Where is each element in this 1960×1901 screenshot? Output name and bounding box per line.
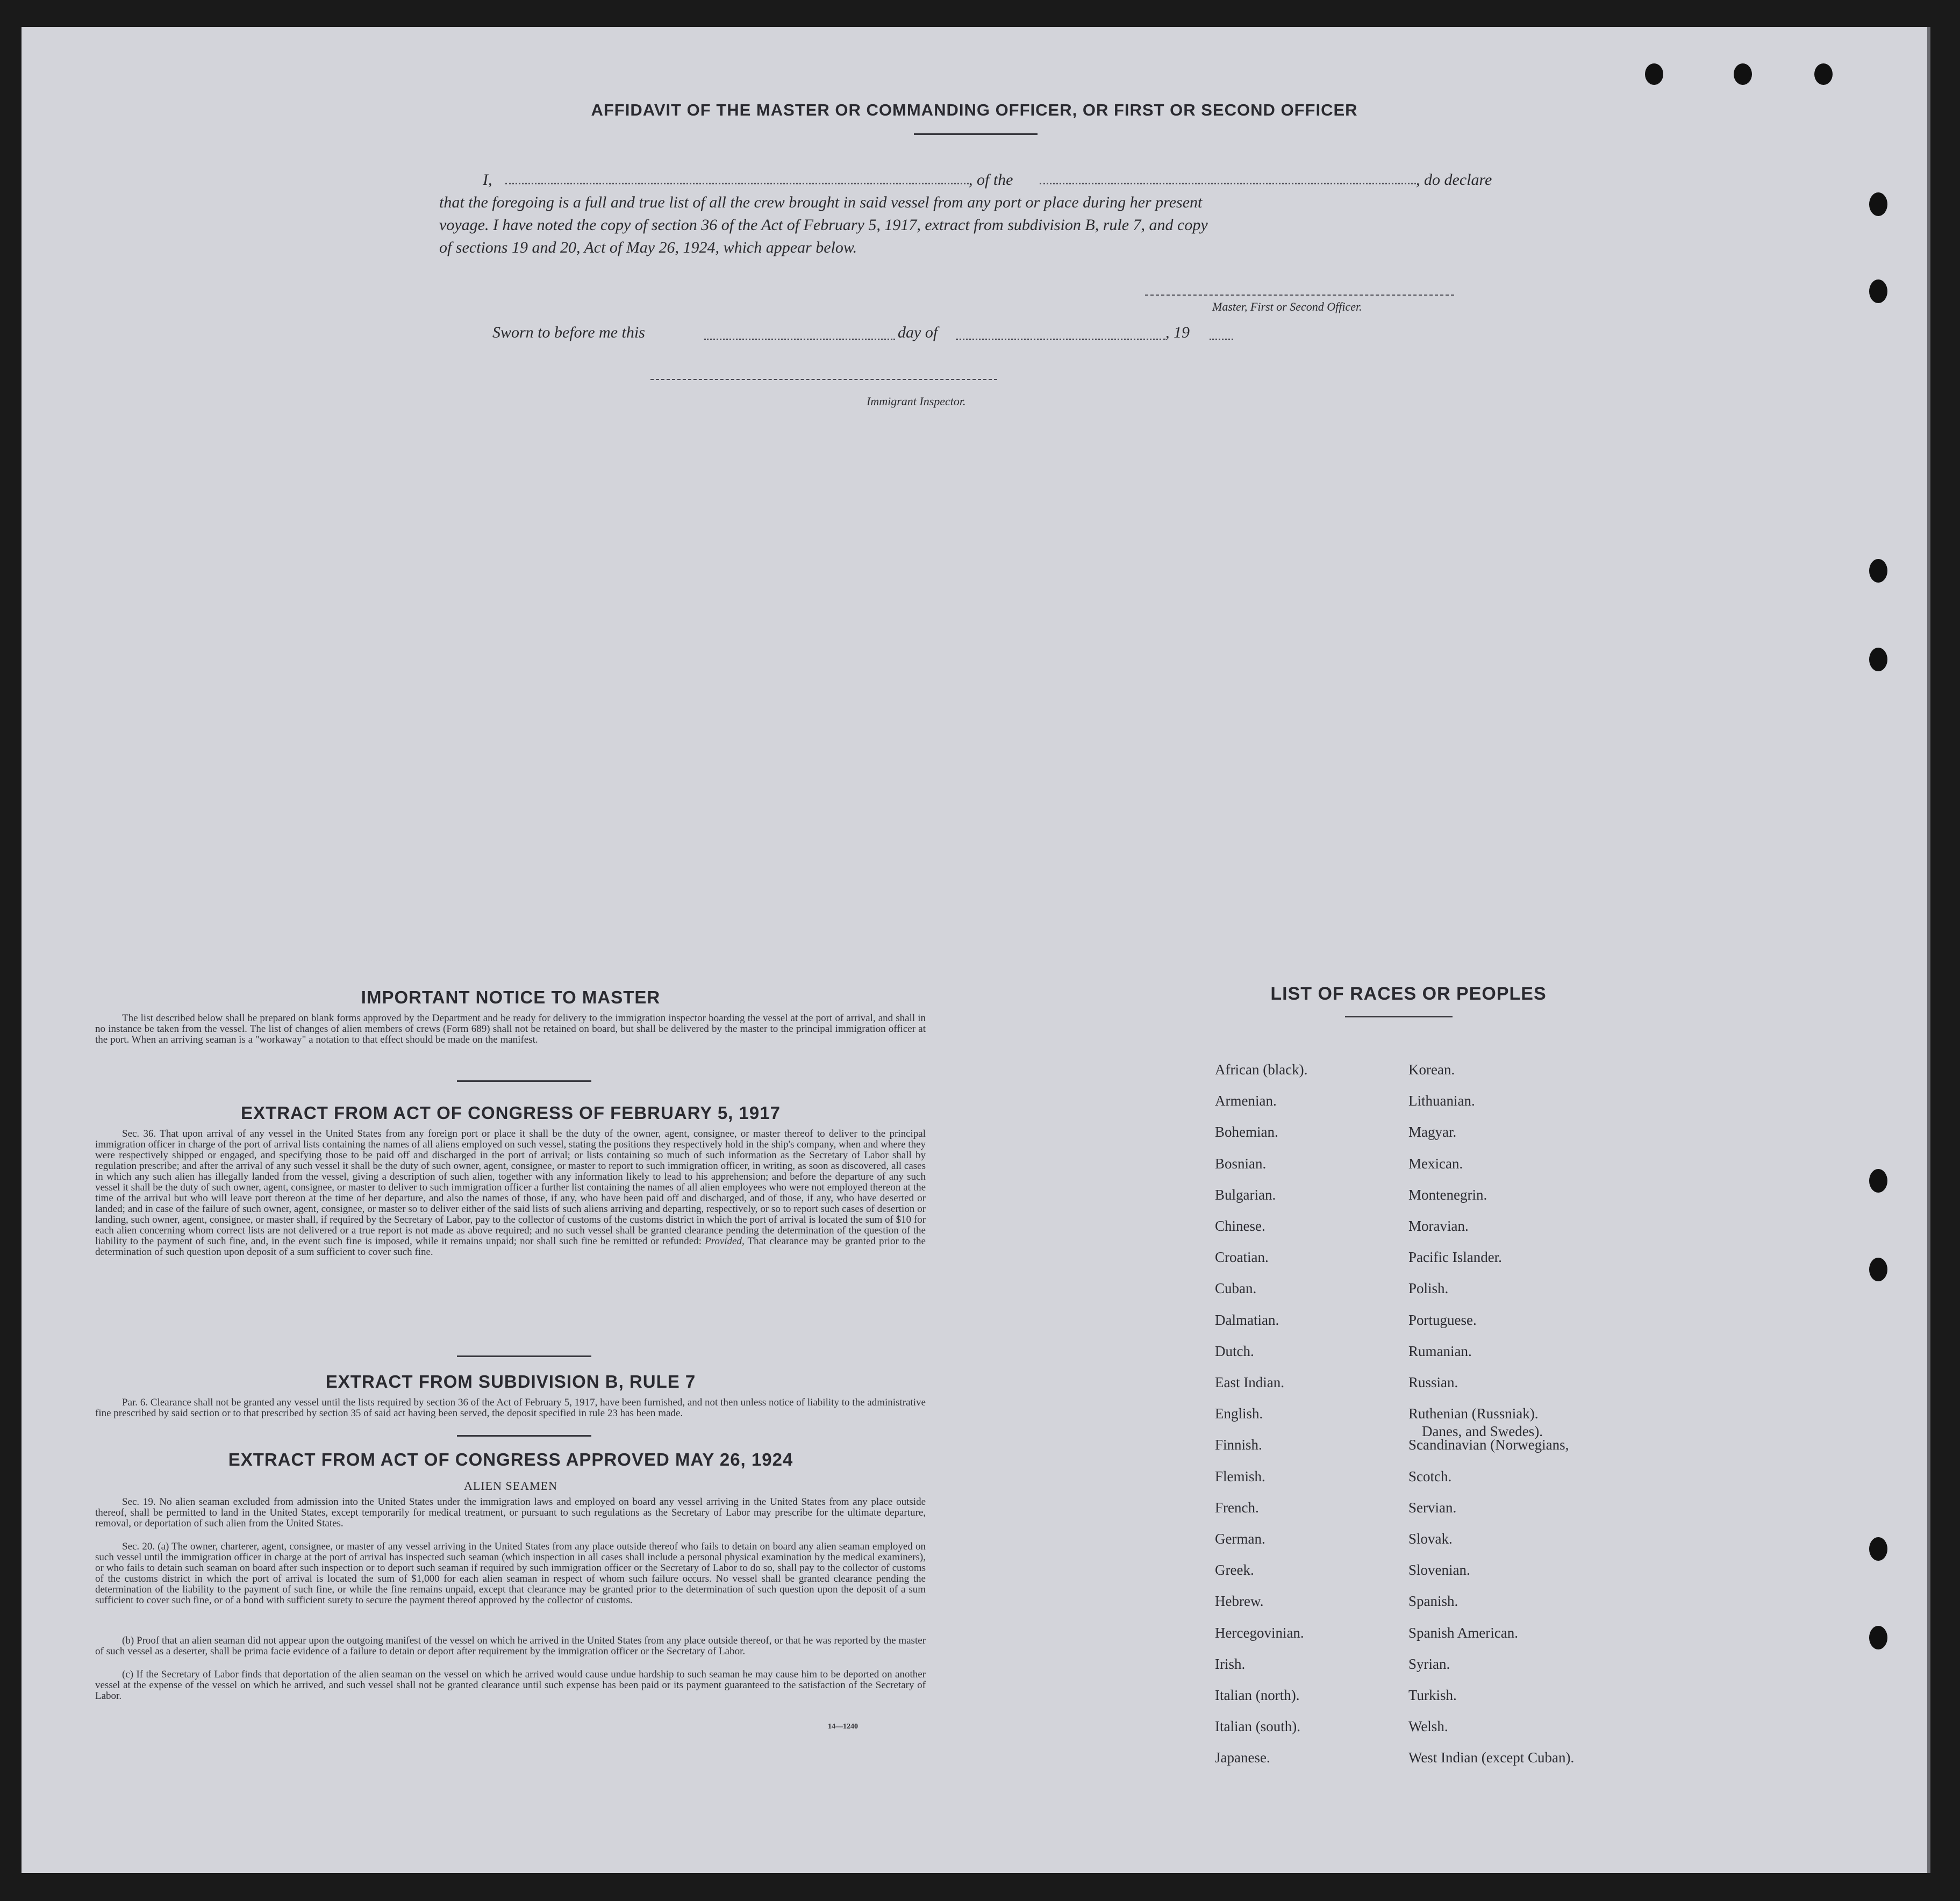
race-left-item: Italian (north).	[1215, 1687, 1300, 1703]
race-left-item: English.	[1215, 1405, 1263, 1422]
rule7-rule	[457, 1435, 591, 1437]
race-right-item: Syrian.	[1408, 1655, 1450, 1672]
sworn-day-blank[interactable]	[704, 339, 895, 340]
race-right-item: Portuguese.	[1408, 1311, 1477, 1328]
master-signature-line[interactable]	[1145, 295, 1454, 296]
affidavit-line-2: that the foregoing is a full and true list of all the crew brought in said vessel from any port or place during her present	[439, 193, 1203, 211]
race-left-item: African (black).	[1215, 1061, 1308, 1078]
race-left-item: French.	[1215, 1499, 1259, 1516]
sec19-text: Sec. 19. No alien seaman excluded from admission into the United States under the immigration laws and employed on board any vessel arriving in the United States from any place outside thereof, shall be permitted to land in the United States, except temporarily for medical treatment, or pursuant to such regulations as the Secretary of Labor may prescribe for the ultimate departure, removal, or deportation of such alien from the United States.	[95, 1496, 926, 1529]
name-blank[interactable]	[505, 183, 969, 184]
race-right-item: Rumanian.	[1408, 1343, 1472, 1359]
race-left-item: Cuban.	[1215, 1280, 1257, 1297]
race-right-item: Pacific Islander.	[1408, 1249, 1502, 1266]
races-title-rule	[1345, 1016, 1453, 1017]
extract-1917-text-a: Sec. 36. That upon arrival of any vessel in the United States from any foreign port or place it shall be the duty of the owner, agent, consignee, or master thereof to deliver to the principal immigration officer in charge of the port of arrival lists containing the names of all aliens employed on such vessel, stating the positions they respectively hold in the ship's company, when and where they were respectively shipped or engaged, and specifying those to be paid off and discharged in the port of arrival; or lists containing so much of such information as the Secretary of Labor shall by regulation prescribe; and after the arrival of any such vessel it shall be the duty of such owner, agent, consignee, or master to report to such immigration officer, in writing, as soon as discovered, all cases in which any such alien has illegally landed from the vessel, giving a description of such alien, together with any information likely to lead to his apprehension; and before the departure of any such vessel it shall be the duty of such owner, agent, consignee, or master to deliver to such immigration officer a further list containing the names of all alien employees who were not employed thereon at the time of the arrival but who will leave port thereon at the time of her departure, and also the names of those, if any, who have been paid off and discharged, and of those, if any, who have deserted or landed; and in case of the failure of such owner, agent, consignee, or master so to deliver either of the said lists of such aliens arriving and departing, respectively, or so to report such cases of desertion or landing, such owner, agent, consignee, or master shall, if required by the Secretary of Labor, pay to the collector of customs of the customs district in which the port of arrival is located the sum of $10 for each alien concerning whom correct lists are not delivered or a true report is not made as above required; and no such vessel shall be granted clearance pending the determination of the question of the liability to the payment of such fine, and, in the event such fine is imposed, while it remains unpaid; nor shall such fine be remitted or refunded:	[95, 1128, 926, 1247]
race-left-item: Dutch.	[1215, 1343, 1254, 1359]
punch-hole	[1869, 192, 1887, 216]
sworn-year-blank[interactable]	[1210, 339, 1233, 340]
race-right-item: Moravian.	[1408, 1218, 1469, 1234]
race-left-item: East Indian.	[1215, 1374, 1284, 1390]
extract-1924-title: EXTRACT FROM ACT OF CONGRESS APPROVED MAY 26, 1924	[228, 1450, 793, 1469]
extract-1917-text	[95, 1129, 926, 1258]
race-left-item: Japanese.	[1215, 1749, 1270, 1766]
punch-hole	[1869, 1537, 1887, 1561]
affidavit-line-4: of sections 19 and 20, Act of May 26, 1924, which appear below.	[439, 239, 857, 256]
punch-hole	[1869, 648, 1887, 671]
race-left-item: Hercegovinian.	[1215, 1624, 1304, 1641]
affidavit-of-the: , of the	[969, 171, 1013, 189]
extract-1917-text-b: That clearance may be granted prior to the determination of such question upon deposit of a sum sufficient to cover such fine.	[95, 1236, 926, 1258]
punch-hole	[1869, 559, 1887, 583]
race-left-item: Dalmatian.	[1215, 1311, 1279, 1328]
sec20c-text: (c) If the Secretary of Labor finds that deportation of the alien seaman on the vessel on which he arrived would cause undue hardship to such seaman he may cause him to be deported on another vessel at the expense of the vessel on which he arrived, and such vessel shall not be granted clearance until such expense has been paid or its payment guaranteed to the satisfaction of the Secretary of Labor.	[95, 1669, 926, 1702]
punch-hole	[1869, 279, 1887, 303]
vessel-blank[interactable]	[1040, 183, 1416, 184]
race-right-item: Spanish American.	[1408, 1624, 1518, 1641]
race-right-item: Russian.	[1408, 1374, 1458, 1390]
affidavit-i: I,	[483, 171, 492, 189]
sec20a-text: Sec. 20. (a) The owner, charterer, agent, consignee, or master of any vessel arriving in the United States from any place outside thereof who fails to detain on board any alien seaman employed on such vessel until the immigration officer in charge at the port of arrival has inspected such seaman (which inspection in all cases shall include a personal physical examination by the medical examiners), or who fails to detain such seaman on board after such inspection or to deport such seaman if required by such immigration officer or the Secretary of Labor to do so, shall pay to the collector of customs of the customs district in which the port of arrival is located the sum of $1,000 for each alien seaman in respect of whom such failure occurs. No vessel shall be granted clearance pending the determination of the liability to the payment of such fine, or while the fine remains unpaid, except that clearance may be granted prior to the determination of such question upon the deposit of a sum sufficient to cover such fine, or of a bond with sufficient surety to secure the payment thereof approved by the collector of customs.	[95, 1541, 926, 1606]
day-of-label: day of	[898, 324, 938, 341]
form-number: 14—1240	[828, 1723, 858, 1731]
races-title: LIST OF RACES OR PEOPLES	[1270, 984, 1547, 1004]
race-left-item: German.	[1215, 1531, 1265, 1547]
race-left-item: Croatian.	[1215, 1249, 1269, 1266]
year-label: , 19	[1165, 324, 1190, 341]
race-left-item: Bosnian.	[1215, 1155, 1267, 1172]
notice-rule	[457, 1080, 591, 1082]
extract-1917-title: EXTRACT FROM ACT OF CONGRESS OF FEBRUARY 5, 1917	[241, 1103, 781, 1123]
inspector-signature-label: Immigrant Inspector.	[867, 394, 966, 408]
race-right-item: Ruthenian (Russniak).	[1408, 1405, 1539, 1422]
race-left-item: Finnish.	[1215, 1437, 1262, 1453]
race-left-item: Irish.	[1215, 1655, 1246, 1672]
race-right-item: Magyar.	[1408, 1124, 1457, 1140]
affidavit-do-declare: , do declare	[1416, 171, 1492, 189]
sec20b-text: (b) Proof that an alien seaman did not appear upon the outgoing manifest of the vessel on which he arrived in the United States from any place outside thereof, or that he was reported by the master of such vessel as a deserter, shall be prima facie evidence of a failure to detain or deport after requirement by the immigration officer or the Secretary of Labor.	[95, 1635, 926, 1657]
race-left-item: Chinese.	[1215, 1218, 1265, 1234]
punch-hole	[1814, 63, 1833, 85]
form-page	[22, 27, 1930, 1873]
race-right-item: West Indian (except Cuban).	[1408, 1749, 1575, 1766]
race-left-item: Italian (south).	[1215, 1718, 1300, 1735]
punch-hole	[1869, 1169, 1887, 1193]
extract-1917-provided: Provided,	[705, 1236, 745, 1247]
race-right-item: Polish.	[1408, 1280, 1449, 1297]
notice-title: IMPORTANT NOTICE TO MASTER	[361, 987, 661, 1007]
sworn-label: Sworn to before me this	[492, 324, 645, 341]
punch-hole	[1869, 1258, 1887, 1281]
race-left-item: Greek.	[1215, 1562, 1254, 1579]
race-right-item: Turkish.	[1408, 1687, 1457, 1703]
race-right-item: Welsh.	[1408, 1718, 1448, 1735]
race-scandinavian-cont: Danes, and Swedes).	[1422, 1423, 1543, 1439]
race-left-item: Flemish.	[1215, 1468, 1265, 1484]
race-right-item: Scotch.	[1408, 1468, 1452, 1484]
race-right-item: Spanish.	[1408, 1593, 1458, 1610]
race-right-item: Servian.	[1408, 1499, 1457, 1516]
punch-hole	[1869, 1626, 1887, 1649]
rule7-text: Par. 6. Clearance shall not be granted any vessel until the lists required by section 36 of the Act of February 5, 1917, have been furnished, and not then unless notice of liability to the administrative fine prescribed by said section or to that prescribed by section 35 of said act having been served, the deposit specified in rule 23 has been made.	[95, 1397, 926, 1419]
affidavit-body	[22, 27, 1927, 457]
affidavit-title: AFFIDAVIT OF THE MASTER OR COMMANDING OFFICER, OR FIRST OR SECOND OFFICER	[591, 101, 1358, 119]
race-right-item: Korean.	[1408, 1061, 1455, 1078]
race-left-item: Bohemian.	[1215, 1124, 1278, 1140]
race-left-item: Bulgarian.	[1215, 1186, 1276, 1203]
race-right-item: Slovenian.	[1408, 1562, 1470, 1579]
race-left-item: Armenian.	[1215, 1093, 1277, 1109]
extract-1917-rule	[457, 1355, 591, 1357]
notice-text: The list described below shall be prepared on blank forms approved by the Department and be ready for delivery to the immigration inspector boarding the vessel at the port of arrival, and shall in no instance be taken from the vessel. The list of changes of alien members of crews (Form 689) shall not be retained on board, but shall be delivered by the master to the principal immigration officer at the port. When an arriving seaman is a "workaway" a notation to that effect should be made on the manifest.	[95, 1013, 926, 1045]
race-right-item: Lithuanian.	[1408, 1093, 1475, 1109]
punch-hole	[1645, 63, 1663, 85]
alien-seamen-subtitle: ALIEN SEAMEN	[464, 1479, 557, 1493]
race-left-item: Hebrew.	[1215, 1593, 1264, 1610]
punch-hole	[1734, 63, 1752, 85]
inspector-signature-line[interactable]	[650, 379, 997, 380]
affidavit-line-3: voyage. I have noted the copy of section 36 of the Act of February 5, 1917, extract from subdivision B, rule 7, and copy	[439, 216, 1208, 234]
race-right-item: Slovak.	[1408, 1531, 1453, 1547]
master-signature-label: Master, First or Second Officer.	[1212, 300, 1362, 313]
race-right-item: Scandinavian (Norwegians,	[1408, 1437, 1569, 1453]
race-right-item: Mexican.	[1408, 1155, 1463, 1172]
race-right-item: Montenegrin.	[1408, 1186, 1487, 1203]
sworn-month-blank[interactable]	[956, 339, 1165, 340]
rule7-title: EXTRACT FROM SUBDIVISION B, RULE 7	[325, 1372, 696, 1391]
